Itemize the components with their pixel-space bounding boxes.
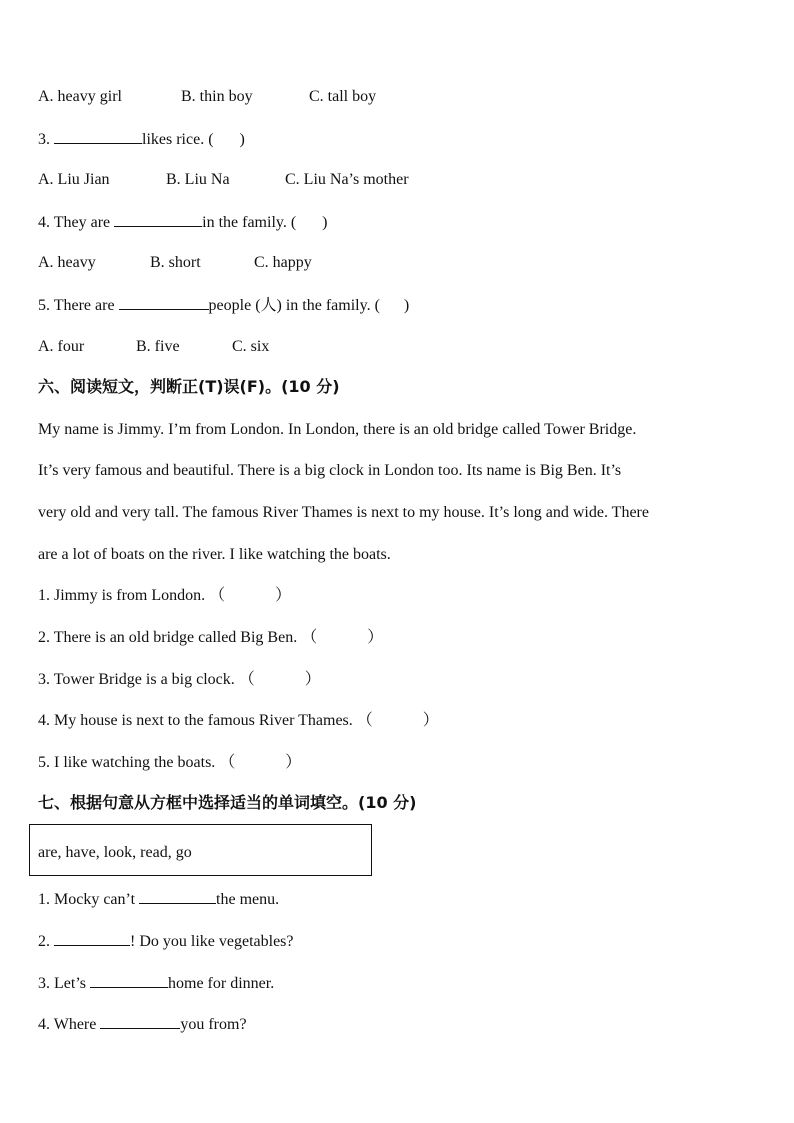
q5-option-a: A. four (38, 338, 85, 355)
fill-item-2-after: ! Do you like vegetables? (130, 933, 294, 950)
fill-item-2-blank[interactable] (54, 931, 130, 946)
q2-option-c: C. tall boy (309, 88, 377, 105)
tf-item-5 (38, 753, 301, 773)
fill-item-4 (38, 1014, 247, 1034)
q3-close: ) (239, 131, 245, 148)
tf-item-4-text: 4. My house is next to the famous River Thames. （ (38, 712, 373, 729)
q4-number: 4. They are (38, 214, 115, 231)
q5-option-c: C. six (232, 338, 270, 355)
tf-item-5-text: 5. I like watching the boats. （ (38, 754, 236, 771)
tf-item-2-close: ） (367, 629, 384, 646)
word-box-words: are, have, look, read, go (38, 844, 192, 861)
fill-item-1-blank[interactable] (139, 889, 216, 904)
tf-item-5-close: ） (285, 754, 302, 771)
tf-item-3-text: 3. Tower Bridge is a big clock. （ (38, 671, 255, 688)
passage-line-4: are a lot of boats on the river. I like watching the boats. (38, 546, 391, 563)
q2-option-a: A. heavy girl (38, 88, 122, 105)
tf-item-1-close: ） (275, 587, 292, 604)
fill-item-1-after: the menu. (216, 891, 280, 908)
section-7-title: 七、根据句意从方框中选择适当的单词填空。(10 分) (38, 793, 417, 812)
q5-text: people (人) in the family. ( (208, 297, 380, 314)
tf-item-1 (38, 586, 291, 606)
tf-item-2-text: 2. There is an old bridge called Big Ben. （ (38, 629, 318, 646)
q3-number: 3. (38, 131, 54, 148)
passage-line-2: It’s very famous and beautiful. There is a big clock in London too. Its name is Big Ben. It’s (38, 462, 622, 479)
fill-item-2-before: 2. (38, 933, 54, 950)
q5-options (38, 337, 269, 357)
fill-item-4-after: you from? (180, 1016, 247, 1033)
question-3 (38, 129, 245, 149)
q3-option-c: C. Liu Na’s mother (285, 171, 409, 188)
q5-close: ) (403, 297, 410, 314)
q3-option-a: A. Liu Jian (38, 171, 110, 188)
q3-options (38, 170, 409, 190)
q3-blank[interactable] (54, 129, 142, 144)
q5-number: 5. There are (38, 297, 119, 314)
fill-item-3-before: 3. Let’s (38, 975, 90, 992)
fill-item-4-before: 4. Where (38, 1016, 101, 1033)
q5-option-b: B. five (136, 338, 180, 355)
section-6-title: 六、阅读短文，判断正(T)误(F)。(10 分) (38, 377, 340, 396)
passage-line-3: very old and very tall. The famous River Thames is next to my house. It’s long and wide. There (38, 504, 649, 521)
tf-item-4 (38, 711, 439, 731)
fill-item-3-after: home for dinner. (168, 975, 275, 992)
tf-item-4-close: ） (422, 712, 439, 729)
q4-option-a: A. heavy (38, 254, 96, 271)
q4-text: in the family. ( (202, 214, 297, 231)
fill-item-2 (38, 931, 294, 951)
tf-item-3 (38, 670, 321, 690)
fill-item-3-blank[interactable] (90, 973, 168, 988)
fill-item-1 (38, 889, 279, 909)
q4-option-c: C. happy (254, 254, 312, 271)
question-4 (38, 212, 328, 232)
q4-close: ) (322, 214, 328, 231)
tf-item-2 (38, 628, 383, 648)
q4-blank[interactable] (114, 212, 202, 227)
q2-options (38, 87, 376, 107)
tf-item-3-close: ） (304, 671, 321, 688)
q2-option-b: B. thin boy (181, 88, 253, 105)
q4-options (38, 253, 312, 273)
q3-text: likes rice. ( (142, 131, 214, 148)
q3-option-b: B. Liu Na (166, 171, 230, 188)
passage-line-1: My name is Jimmy. I’m from London. In London, there is an old bridge called Tower Bridge. (38, 421, 637, 438)
q5-blank[interactable] (119, 295, 209, 310)
question-5 (38, 295, 409, 315)
tf-item-1-text: 1. Jimmy is from London. （ (38, 587, 226, 604)
word-box (29, 824, 372, 876)
q4-option-b: B. short (150, 254, 201, 271)
fill-item-4-blank[interactable] (100, 1014, 180, 1029)
fill-item-1-before: 1. Mocky can’t (38, 891, 140, 908)
fill-item-3 (38, 973, 274, 993)
